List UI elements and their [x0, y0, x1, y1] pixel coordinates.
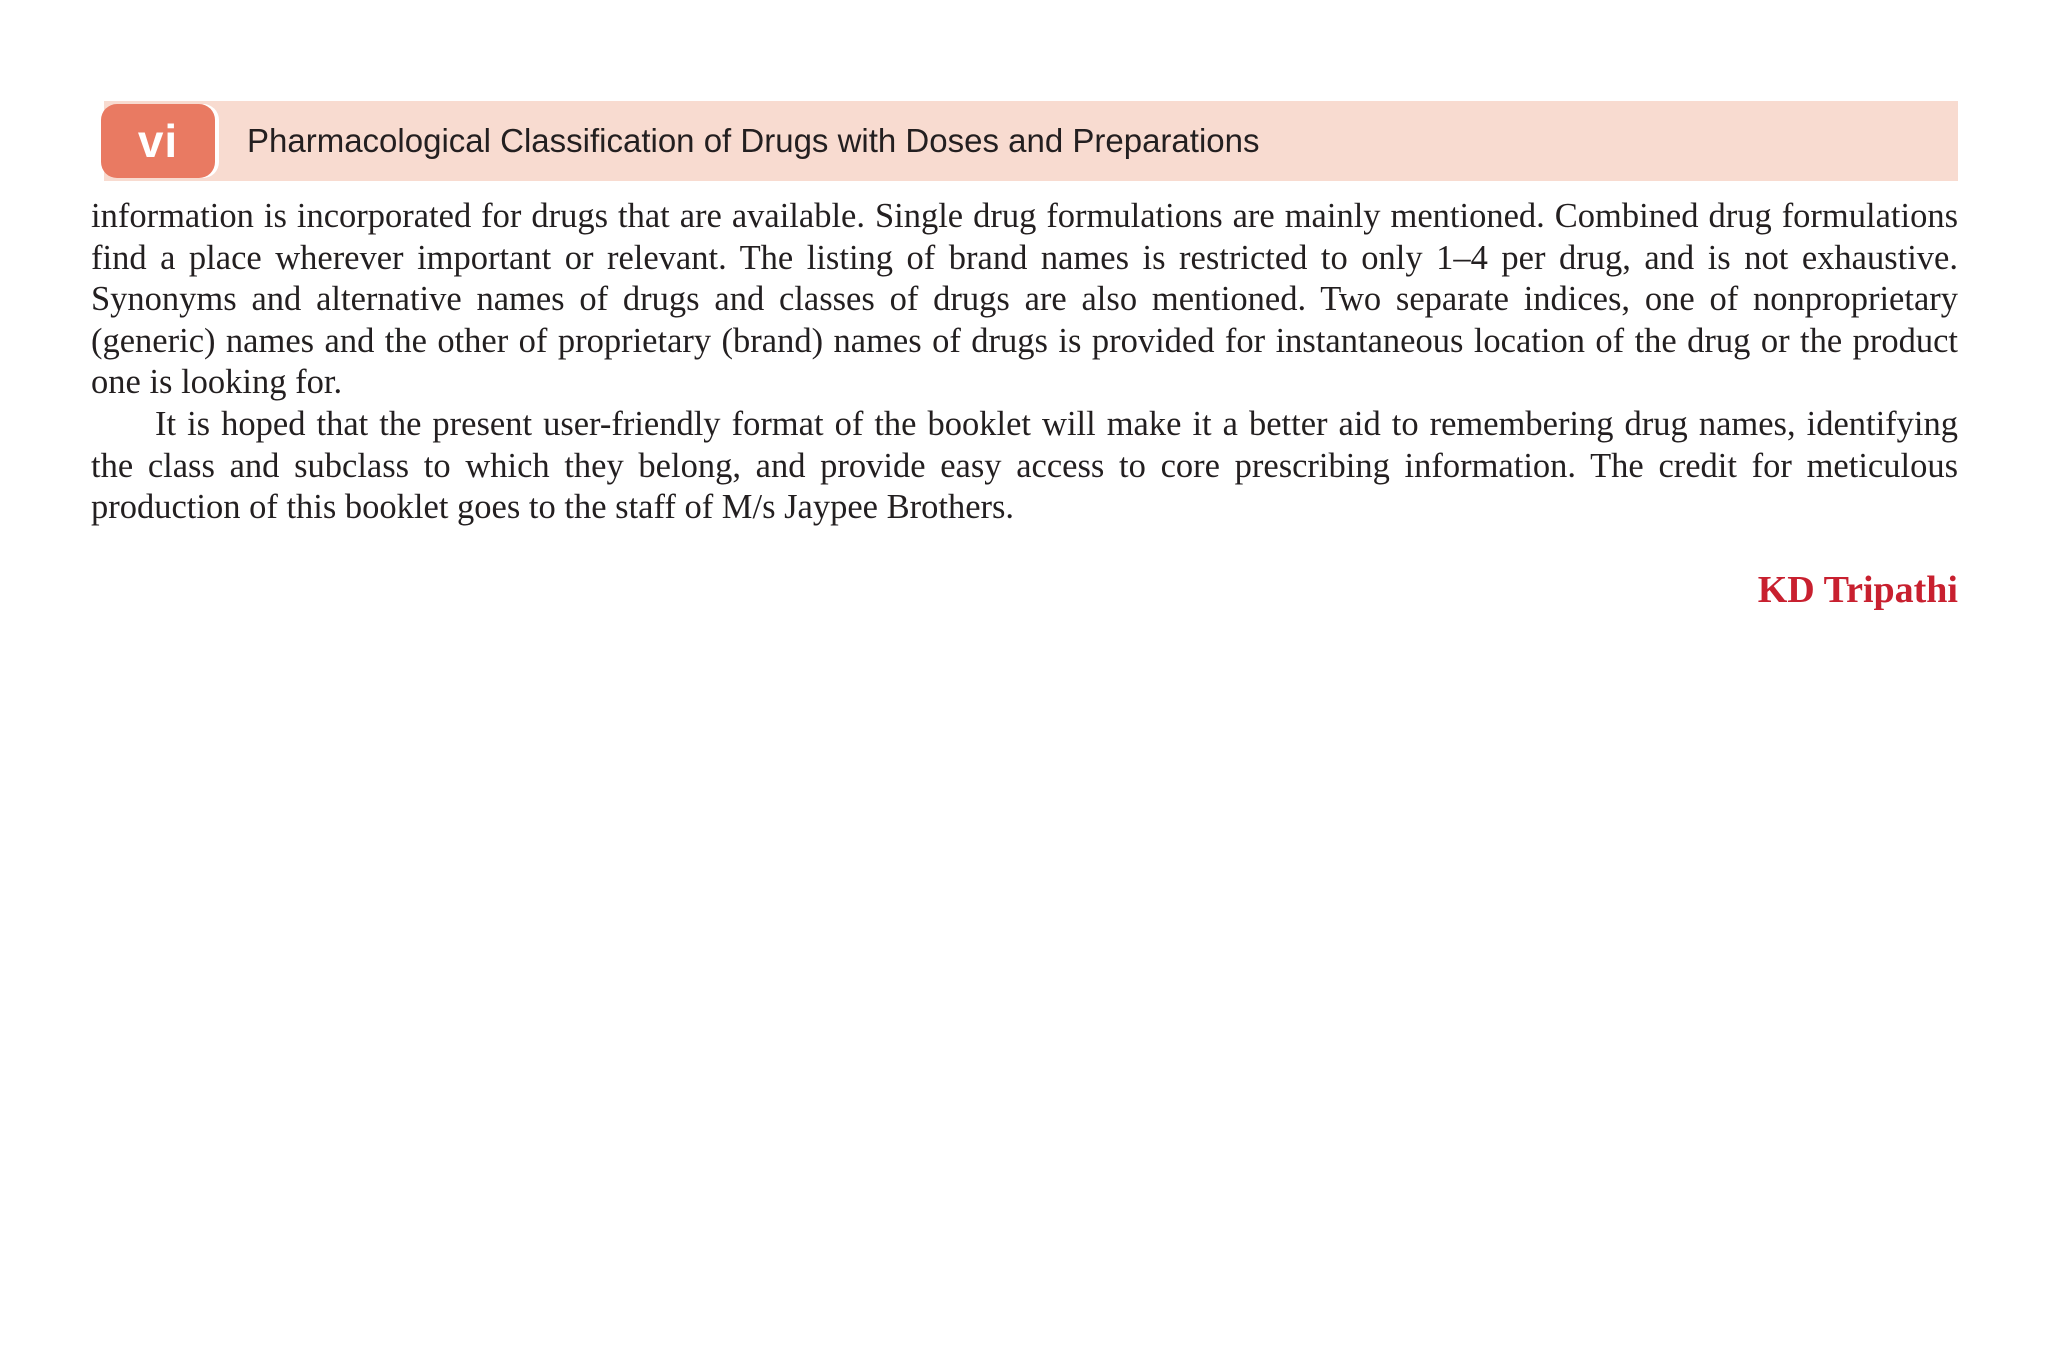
body-text [91, 196, 1958, 529]
running-header-title: Pharmacological Classification of Drugs with Doses and Preparations [247, 122, 1260, 159]
paragraph: It is hoped that the present user-friendly format of the booklet will make it a better aid to remembering drug names, identifying the class and subclass to which they belong, and provide easy access to core prescribing information. The credit for meticulous production of this booklet goes to the staff of M/s Jaypee Brothers. [91, 404, 1958, 527]
page-number-badge: vi [101, 104, 215, 178]
paragraph-continued: information is incorporated for drugs that are available. Single drug formulations are mainly mentioned. Combined drug formulations find a place wherever important or relevant. The listing of brand names is restricted to only 1–4 per drug, and is not exhaustive. Synonyms and alternative names of drugs and classes of drugs are also mentioned. Two separate indices, one of nonproprietary (generic) names and the other of proprietary (brand) names of drugs is provided for instantaneous location of the drug or the product one is looking for. [91, 197, 1958, 402]
author-signature: KD Tripathi [1757, 569, 1958, 611]
